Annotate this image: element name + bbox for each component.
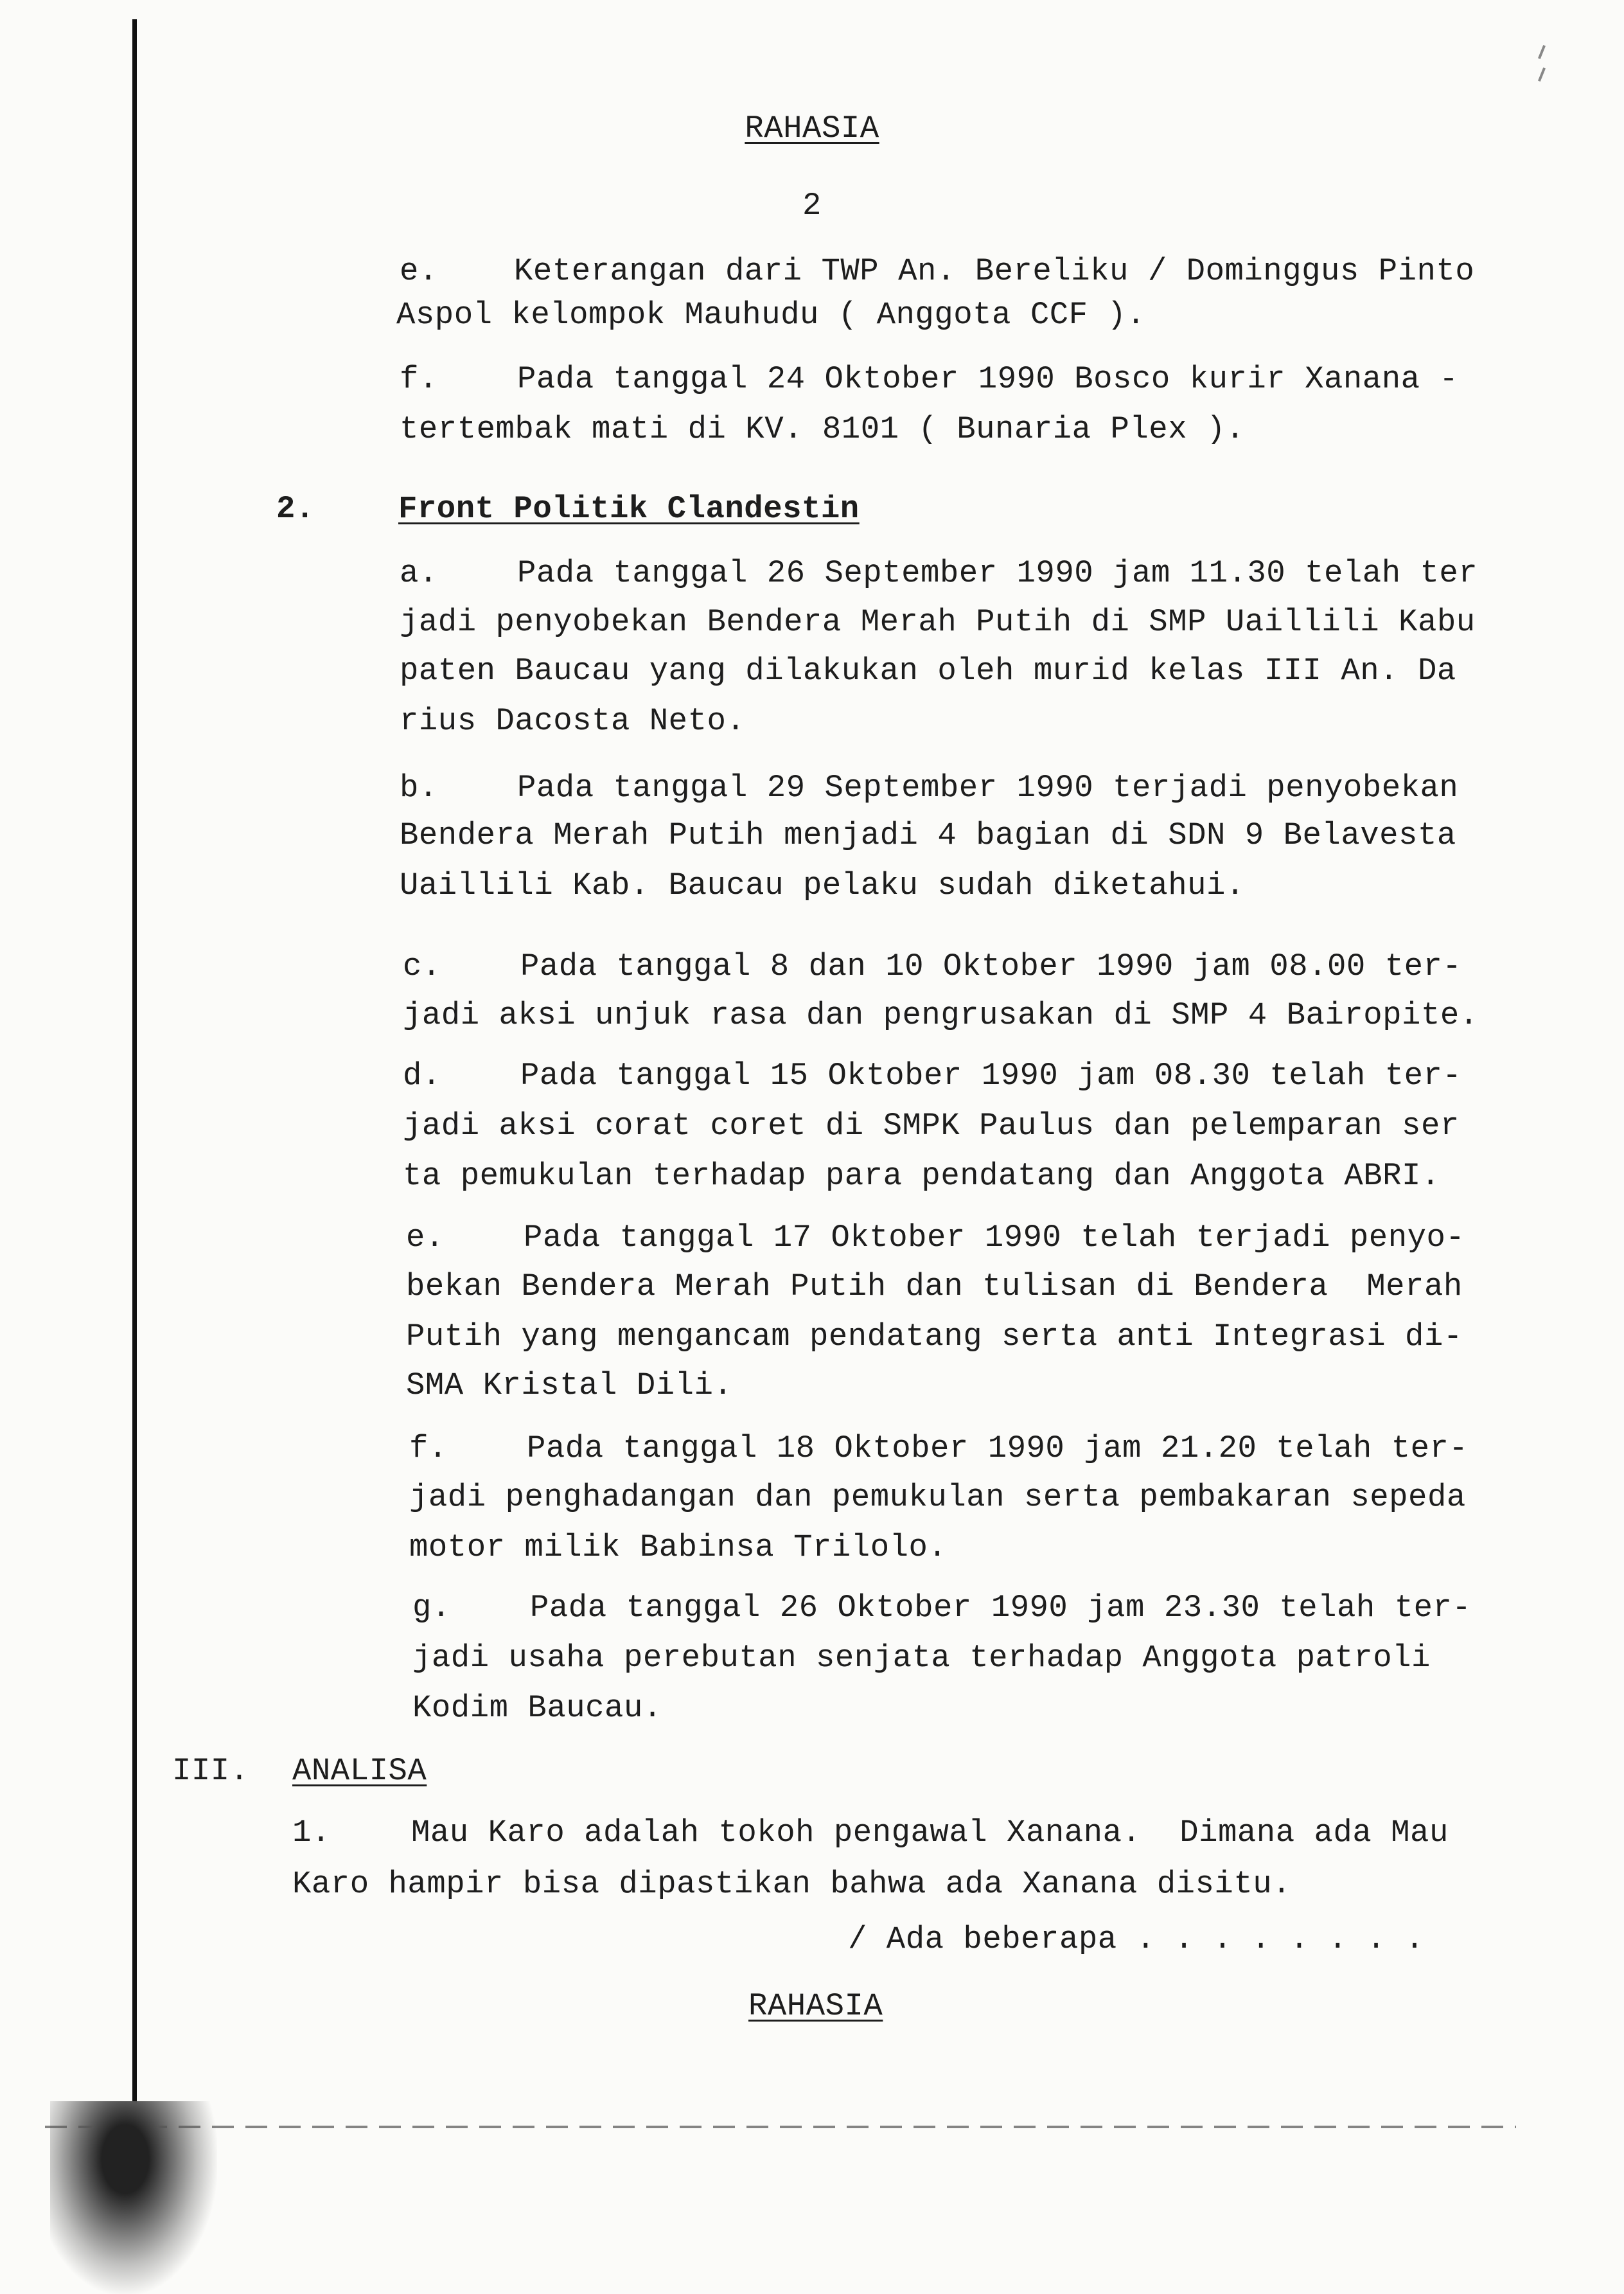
section-title: Front Politik Clandestin [398,491,860,527]
item-text-line: ta pemukulan terhadap para pendatang dan Anggota ABRI. [403,1158,1440,1194]
item-label: e. [406,1220,445,1256]
footer-classification: RAHASIA [748,1988,883,2024]
item-text-line: Pada tanggal 18 Oktober 1990 jam 21.20 telah ter- [527,1430,1469,1466]
item-text-line: jadi usaha perebutan senjata terhadap Anggota patroli [412,1640,1431,1676]
scan-edge-mark [1538,67,1546,82]
item-text-line: jadi penghadangan dan pemukulan serta pembakaran sepeda [409,1479,1466,1515]
item-label: a. [400,555,438,591]
item-text-line: Pada tanggal 29 September 1990 terjadi penyobekan [517,770,1459,806]
item-text-line: Putih yang mengancam pendatang serta anti Integrasi di- [406,1319,1463,1355]
item-text-line: rius Dacosta Neto. [400,703,746,739]
item-label: e. [400,253,438,289]
item-text-line: Mau Karo adalah tokoh pengawal Xanana. Dimana ada Mau [411,1815,1449,1851]
item-text-line: Pada tanggal 26 September 1990 jam 11.30 telah ter [517,555,1478,591]
item-label: f. [400,361,438,397]
item-label: b. [400,770,438,806]
item-text-line: jadi aksi corat coret di SMPK Paulus dan pelemparan ser [403,1108,1460,1144]
item-text-line: jadi penyobekan Bendera Merah Putih di SMP Uaillili Kabu [400,604,1476,640]
item-label: c. [403,948,441,984]
item-label: g. [412,1590,451,1626]
item-text-line: Pada tanggal 15 Oktober 1990 jam 08.30 telah ter- [520,1058,1462,1094]
item-label: d. [403,1058,441,1094]
item-text-line: paten Baucau yang dilakukan oleh murid kelas III An. Da [400,653,1456,689]
page-number: 2 [802,188,822,224]
section-number: 2. [276,491,315,527]
item-text-line: Pada tanggal 26 Oktober 1990 jam 23.30 telah ter- [530,1590,1472,1626]
item-text-line: Karo hampir bisa dipastikan bahwa ada Xanana disitu. [292,1866,1292,1902]
scan-bottom-edge [45,2126,1516,2128]
item-text-line: jadi aksi unjuk rasa dan pengrusakan di SMP 4 Bairopite. [403,997,1479,1033]
scan-edge-mark [1538,45,1546,59]
section-number: III. [172,1753,249,1789]
item-text-line: Pada tanggal 8 dan 10 Oktober 1990 jam 08.00 ter- [520,948,1462,984]
item-text-line: motor milik Babinsa Trilolo. [409,1529,948,1565]
item-text-line: Pada tanggal 17 Oktober 1990 telah terjadi penyo- [524,1220,1465,1256]
item-text-line: tertembak mati di KV. 8101 ( Bunaria Plex ). [400,411,1245,447]
item-text-line: bekan Bendera Merah Putih dan tulisan di Bendera Merah [406,1268,1463,1304]
continuation-text: / Ada beberapa . . . . . . . . [848,1921,1425,1957]
item-text-line: Aspol kelompok Mauhudu ( Anggota CCF ). [396,297,1146,333]
item-text-line: Bendera Merah Putih menjadi 4 bagian di SDN 9 Belavesta [400,817,1456,853]
binding-edge-line [132,19,137,2159]
scan-corner-smudge [50,2101,217,2294]
header-classification: RAHASIA [745,111,879,147]
item-label: 1. [292,1815,331,1851]
item-text-line: Keterangan dari TWP An. Bereliku / Dominggus Pinto [514,253,1475,289]
item-label: f. [409,1430,448,1466]
item-text-line: Uaillili Kab. Baucau pelaku sudah diketahui. [400,867,1245,903]
item-text-line: Pada tanggal 24 Oktober 1990 Bosco kurir Xanana - [517,361,1459,397]
item-text-line: Kodim Baucau. [412,1690,662,1726]
section-title: ANALISA [292,1753,427,1789]
item-text-line: SMA Kristal Dili. [406,1367,733,1403]
